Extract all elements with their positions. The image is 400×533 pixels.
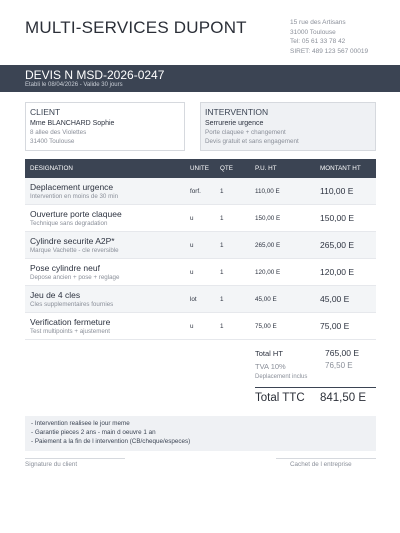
client-heading: CLIENT [30,107,61,117]
table-row [25,313,376,340]
address-siret: SIRET: 489 123 567 00019 [290,47,369,55]
item-title: Pose cylindre neuf [30,263,100,273]
item-unit-price: 110,00 E [255,188,280,195]
table-row [25,178,376,205]
address-street: 15 rue des Artisans [290,19,346,26]
client-signature-label: Signature du client [25,461,78,468]
item-unit: u [190,269,194,276]
item-unit: u [190,242,194,249]
item-title: Ouverture porte claquee [30,209,122,219]
intervention-type: Serrurerie urgence [205,120,264,127]
intervention-box [200,102,376,151]
note-line: - Paiement a la fin de l intervention (CB/cheque/especes) [31,438,191,445]
item-qty: 1 [220,215,224,222]
item-description: Depose ancien + pose + reglage [30,274,120,281]
item-amount: 265,00 E [320,240,355,250]
company-stamp-label: Cachet de l entreprise [290,461,352,468]
item-qty: 1 [220,296,224,303]
item-unit-price: 265,00 E [255,242,281,249]
item-title: Deplacement urgence [30,182,114,192]
header-designation: DESIGNATION [30,165,73,172]
item-description: Cles supplementaires fournies [30,301,114,308]
item-unit-price: 75,00 E [255,323,277,330]
company-name: MULTI-SERVICES DUPONT [25,18,247,37]
client-name: Mme BLANCHARD Sophie [30,120,115,127]
ttc-divider [255,387,376,388]
totals-note: Deplacement inclus [255,374,308,380]
item-amount: 75,00 E [320,321,350,331]
note-line: - Intervention realisee le jour meme [31,420,130,427]
company-address [290,18,368,56]
intervention-detail-2: Devis gratuit et sans engagement [205,138,299,145]
item-title: Verification fermeture [30,317,111,327]
item-qty: 1 [220,269,224,276]
item-amount: 120,00 E [320,267,355,277]
table-header [25,159,376,178]
table-row [25,259,376,286]
tva-label: TVA 10% [255,362,286,371]
title-band [0,65,400,92]
document-title: DEVIS N MSD-2026-0247 [25,68,165,82]
item-unit: u [190,323,194,330]
item-qty: 1 [220,323,224,330]
tva-value: 76,50 E [325,361,353,370]
header-amount: MONTANT HT [320,165,361,172]
item-qty: 1 [220,188,224,195]
client-signature-line [25,458,125,459]
item-qty: 1 [220,242,224,249]
item-unit-price: 150,00 E [255,215,281,222]
item-description: Marque Vachette - cle reversible [30,247,119,254]
item-description: Test multipoints + ajustement [30,328,110,335]
company-stamp-line [276,458,376,459]
header-unit-price: P.U. HT [255,165,277,172]
item-title: Cylindre securite A2P* [30,236,115,246]
address-city: 31000 Toulouse [290,28,336,36]
client-box [25,102,185,151]
header-qty: QTE [220,165,233,172]
item-unit: u [190,215,194,222]
header-unit: UNITE [190,165,209,172]
table-row [25,205,376,232]
document-subtitle: Etabli le 08/04/2026 - Valide 30 jours [25,82,123,88]
item-unit-price: 120,00 E [255,269,281,276]
notes-box [25,416,376,451]
address-phone: Tel: 05 61 33 78 42 [290,38,346,45]
total-ht-value: 765,00 E [325,348,360,358]
note-line: - Garantie pieces 2 ans - main d oeuvre 1 an [31,429,156,436]
item-amount: 150,00 E [320,213,355,223]
item-unit: lot [190,296,197,303]
item-description: Technique sans degradation [30,220,108,227]
intervention-heading: INTERVENTION [205,107,269,117]
item-description: Intervention en moins de 30 min [30,193,119,200]
item-amount: 110,00 E [320,186,354,196]
item-title: Jeu de 4 cles [30,290,81,300]
total-ttc-value: 841,50 E [320,392,367,404]
item-amount: 45,00 E [320,294,350,304]
table-row [25,286,376,313]
item-unit-price: 45,00 E [255,296,277,303]
total-ht-label: Total HT [255,349,283,358]
table-row [25,232,376,259]
item-unit: forf. [190,188,201,195]
client-street: 8 allee des Violettes [30,129,87,136]
total-ttc-label: Total TTC [255,392,305,404]
client-city: 31400 Toulouse [30,138,75,145]
intervention-detail-1: Porte claquee + changement [205,129,286,136]
